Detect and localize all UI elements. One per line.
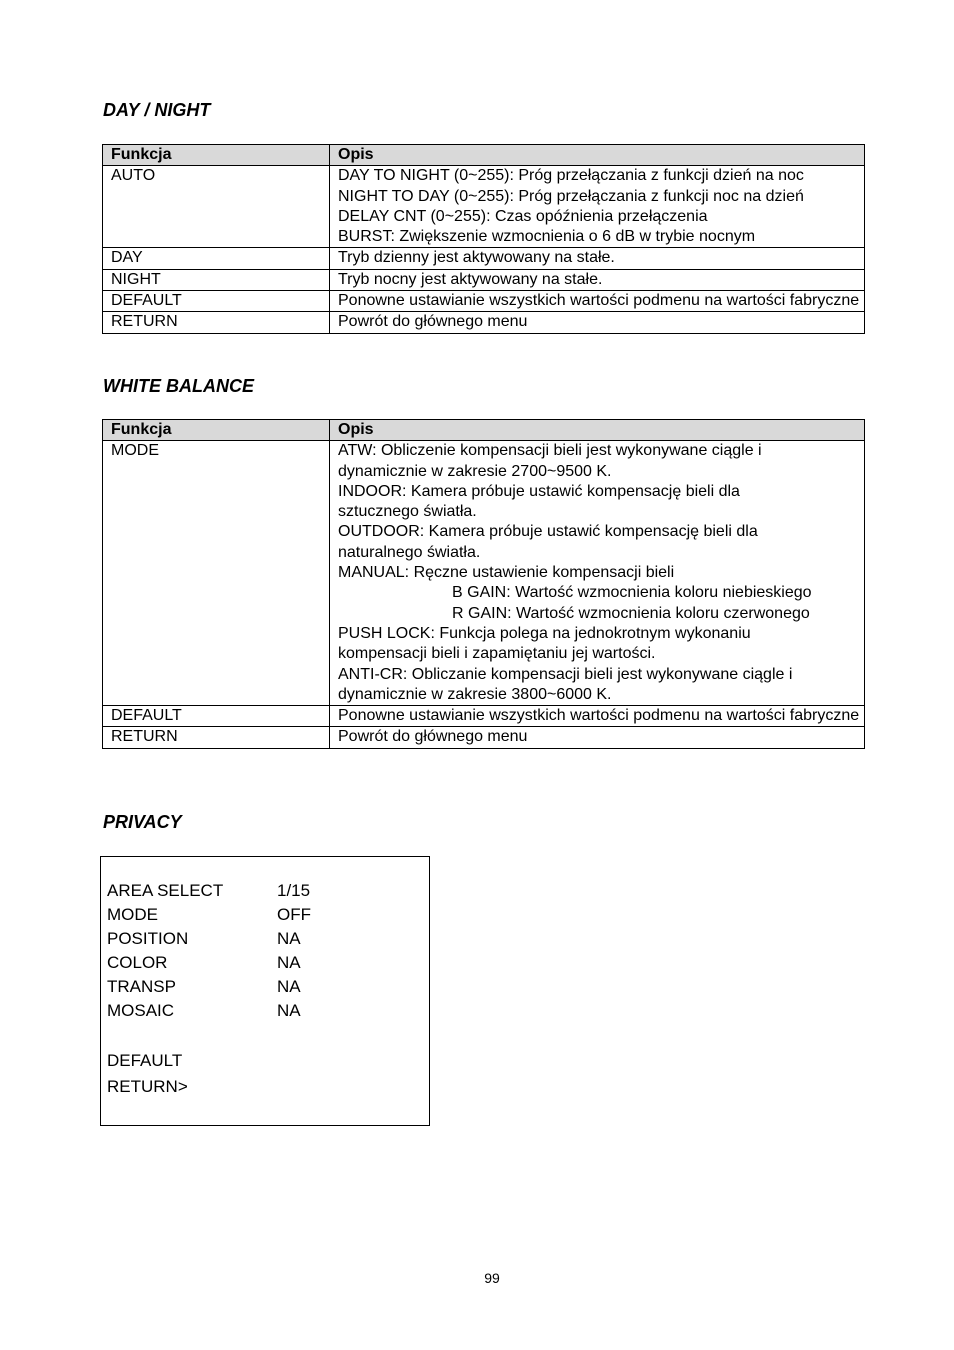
menu-item-color — [107, 951, 301, 975]
menu-item-value: 1/15 — [277, 881, 311, 900]
header-opis: Opis — [330, 420, 865, 441]
menu-item-value: NA — [277, 1001, 301, 1020]
description-line: BURST: Zwiększenie wzmocnienia o 6 dB w trybie nocnym — [338, 228, 756, 246]
description-line: Tryb dzienny jest aktywowany na stałe. — [338, 249, 615, 267]
function-name: RETURN — [103, 727, 330, 748]
function-description — [330, 166, 865, 248]
table-row — [103, 166, 865, 248]
menu-item-position — [107, 927, 301, 951]
function-name: MODE — [103, 441, 330, 706]
header-opis: Opis — [330, 145, 865, 166]
function-name: RETURN — [103, 312, 330, 333]
function-description — [330, 312, 865, 333]
header-funkcja: Funkcja — [103, 145, 330, 166]
menu-item-label: MOSAIC — [107, 1001, 175, 1020]
description-line: sztucznego światła. — [338, 503, 477, 521]
day-night-table — [102, 144, 865, 334]
table-row — [103, 727, 865, 748]
function-name: NIGHT — [103, 269, 330, 290]
description-line: NIGHT TO DAY (0~255): Próg przełączania z funkcji noc na dzień — [338, 187, 804, 205]
description-line: ATW: Obliczenie kompensacji bieli jest wykonywane ciągle i — [338, 442, 762, 460]
menu-item-value: NA — [277, 977, 301, 996]
function-description — [330, 291, 865, 312]
table-row — [103, 441, 865, 706]
table-row — [103, 269, 865, 290]
function-name: DEFAULT — [103, 291, 330, 312]
description-line: naturalnego światła. — [338, 543, 481, 561]
menu-item-return: RETURN> — [107, 1077, 188, 1096]
function-description — [330, 248, 865, 269]
description-line: Ponowne ustawianie wszystkich wartości podmenu na wartości fabryczne — [338, 292, 860, 310]
description-line: ANTI-CR: Obliczanie kompensacji bieli jest wykonywane ciągle i — [338, 665, 793, 683]
description-line: Ponowne ustawianie wszystkich wartości podmenu na wartości fabryczne — [338, 707, 860, 725]
menu-item-default: DEFAULT — [107, 1051, 183, 1070]
description-line: kompensacji bieli i zapamiętaniu jej wartości. — [338, 645, 656, 663]
menu-item-label: AREA SELECT — [107, 881, 224, 900]
description-line: Powrót do głównego menu — [338, 728, 528, 746]
description-line: DAY TO NIGHT (0~255): Próg przełączania z funkcji dzień na noc — [338, 167, 804, 185]
description-line: Tryb nocny jest aktywowany na stałe. — [338, 270, 603, 288]
menu-item-label: TRANSP — [107, 977, 176, 996]
menu-item-label: POSITION — [107, 929, 189, 948]
function-name: DEFAULT — [103, 706, 330, 727]
day-night-heading: DAY / NIGHT — [103, 100, 211, 120]
menu-item-value: NA — [277, 953, 301, 972]
table-header-row — [103, 145, 865, 166]
description-line: R GAIN: Wartość wzmocnienia koloru czerwonego — [452, 604, 810, 622]
table-row — [103, 312, 865, 333]
menu-item-label: MODE — [107, 905, 158, 924]
page-number: 99 — [484, 1270, 500, 1286]
description-line: DELAY CNT (0~255): Czas opóźnienia przełączenia — [338, 207, 708, 225]
description-line: B GAIN: Wartość wzmocnienia koloru niebieskiego — [452, 584, 812, 602]
function-name: AUTO — [103, 166, 330, 248]
menu-item-mosaic — [107, 999, 301, 1023]
function-description — [330, 706, 865, 727]
privacy-osd-menu — [100, 856, 430, 1126]
menu-item-area-select — [107, 879, 310, 903]
description-line: Powrót do głównego menu — [338, 313, 528, 331]
function-name: DAY — [103, 248, 330, 269]
description-line: OUTDOOR: Kamera próbuje ustawić kompensację bieli dla — [338, 523, 758, 541]
table-row — [103, 706, 865, 727]
privacy-heading: PRIVACY — [103, 812, 182, 832]
table-header-row — [103, 420, 865, 441]
description-line: dynamicznie w zakresie 3800~6000 K. — [338, 685, 612, 703]
description-line: PUSH LOCK: Funkcja polega na jednokrotnym wykonaniu — [338, 624, 751, 642]
description-line: INDOOR: Kamera próbuje ustawić kompensację bieli dla — [338, 482, 740, 500]
function-description — [330, 269, 865, 290]
menu-item-mode — [107, 903, 311, 927]
menu-item-transp — [107, 975, 301, 999]
header-funkcja: Funkcja — [103, 420, 330, 441]
menu-item-label: COLOR — [107, 953, 168, 972]
menu-item-value: NA — [277, 929, 301, 948]
table-row — [103, 248, 865, 269]
menu-item-value: OFF — [277, 905, 311, 924]
description-line: MANUAL: Ręczne ustawienie kompensacji bieli — [338, 564, 675, 582]
function-description — [330, 441, 865, 706]
table-row — [103, 291, 865, 312]
function-description — [330, 727, 865, 748]
white-balance-heading: WHITE BALANCE — [103, 376, 254, 396]
description-line: dynamicznie w zakresie 2700~9500 K. — [338, 462, 612, 480]
white-balance-table — [102, 419, 865, 749]
